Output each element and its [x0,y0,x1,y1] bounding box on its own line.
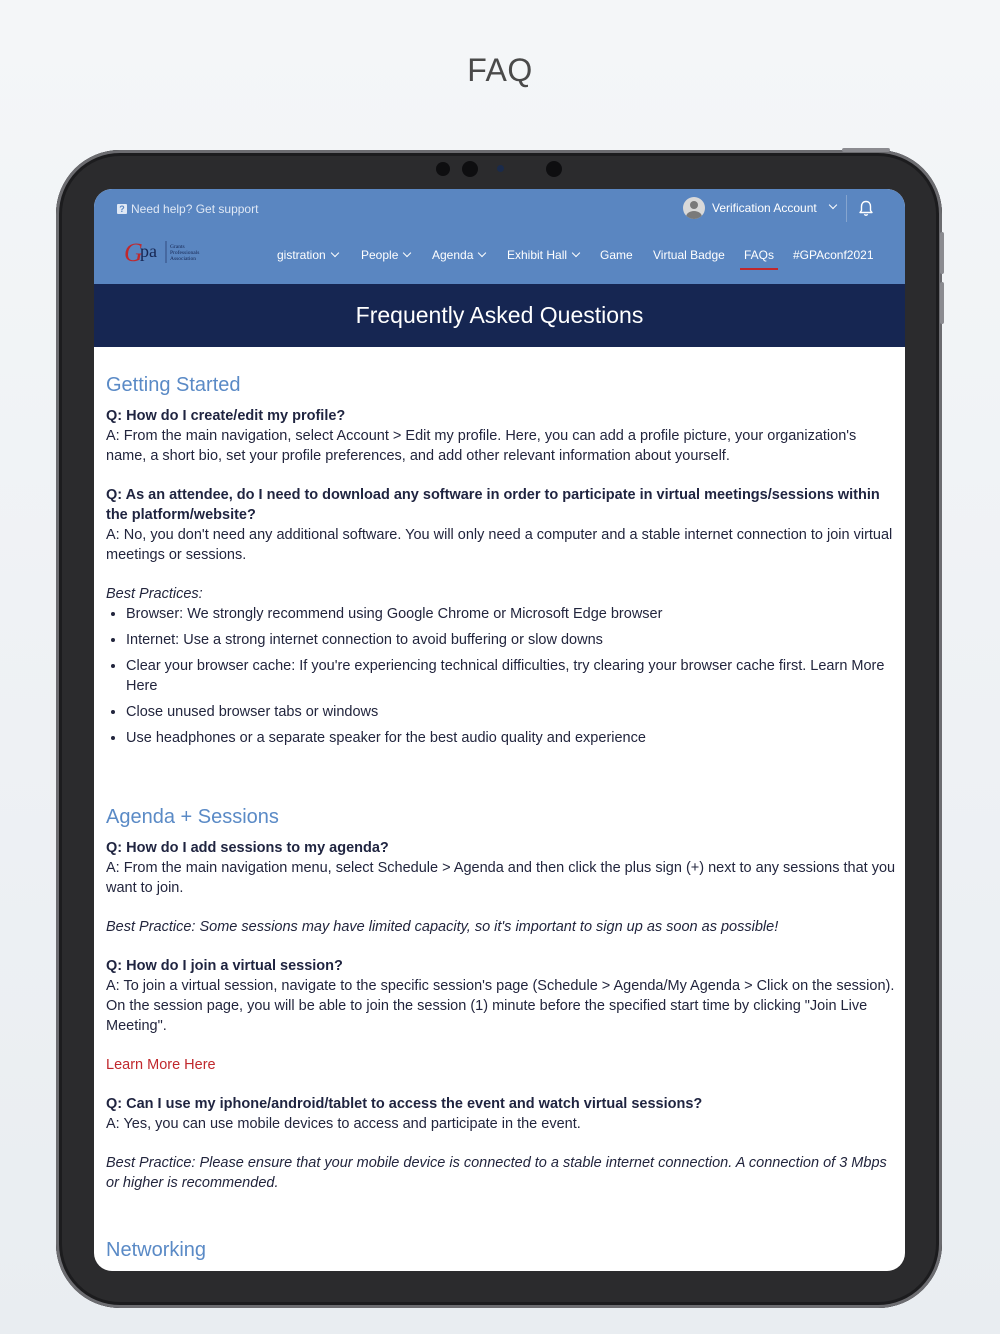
faq-question: Q: Can I use my iphone/android/tablet to access the event and watch virtual sessions? [106,1096,703,1112]
logo-subtext: Association [170,256,196,262]
nav-people[interactable] [361,248,410,262]
page-title: Frequently Asked Questions [94,284,905,347]
chevron-down-icon [478,249,486,257]
logo-subtext: Professionals [170,250,200,256]
nav-registration[interactable] [277,248,338,262]
section-title-getting-started: Getting Started [106,374,241,396]
chevron-down-icon [572,249,580,257]
app-screen [94,189,905,1271]
top-button [842,148,890,152]
nav-label: #GPAconf2021 [793,248,874,262]
faq-answer: A: No, you don't need any additional software. You will only need a computer and a stable internet connection to join virtual meetings or sessions. [106,527,893,563]
nav-exhibit-hall[interactable] [507,248,579,262]
list-item: • Browser: We strongly recommend using Google Chrome or Microsoft Edge browser [126,604,896,624]
nav-label: Agenda [432,248,474,262]
nav-faqs[interactable] [744,248,774,262]
nav-label: People [361,248,399,262]
volume-up-button [940,232,944,274]
chevron-down-icon [828,201,836,209]
help-icon: ? [117,204,127,214]
nav-virtual-badge[interactable] [653,248,725,262]
logo-mark: pa [140,241,157,261]
nav-agenda[interactable] [432,248,485,262]
faq-question: Q: How do I add sessions to my agenda? [106,840,389,856]
logo-subtext: Grants [170,244,185,250]
account-name: Verification Account [712,201,817,215]
faq-question: Q: How do I create/edit my profile? [106,408,346,424]
faq-question: Q: As an attendee, do I need to download any software in order to participate in virtual meetings/sessions within the platform/website? [106,487,880,523]
faq-answer: A: From the main navigation, select Account > Edit my profile. Here, you can add a profile picture, your organization's name, a short bio, set your profile preferences, and add other relevant information about yourself. [106,428,857,464]
list-item: • Clear your browser cache: If you're experiencing technical difficulties, try clearing your browser cache first. Learn More Here [126,656,896,696]
chevron-down-icon [330,249,338,257]
faq-answer: A: From the main navigation menu, select Schedule > Agenda and then click the plus sign (+) next to any sessions that you want to join. [106,860,896,896]
gpa-logo[interactable] [124,237,212,267]
nav-label: FAQs [744,248,775,262]
nav-label: gistration [277,248,326,262]
section-title-agenda: Agenda + Sessions [106,806,279,828]
nav-gpaconf2021[interactable] [793,248,874,262]
volume-down-button [940,282,944,324]
support-link-label: Need help? Get support [131,202,259,216]
best-practices-list [106,604,896,748]
faq-question: Q: How do I join a virtual session? [106,958,343,974]
top-bar [94,189,905,228]
list-item: • Use headphones or a separate speaker for the best audio quality and experience [126,728,896,748]
nav-label: Virtual Badge [653,248,725,262]
main-navigation [94,228,905,284]
avatar [683,197,705,219]
list-item: • Internet: Use a strong internet connection to avoid buffering or slow downs [126,630,896,650]
section-title-networking: Networking [106,1239,207,1261]
camera-lens [546,161,562,177]
divider [846,195,847,222]
learn-more-link[interactable]: Learn More Here [106,1057,216,1073]
nav-label: Game [600,248,633,262]
best-practice-note: Best Practice: Please ensure that your mobile device is connected to a stable internet connection. A connection of 3 Mbps or higher is recommended. [106,1155,887,1191]
logo-mark: G [124,238,143,267]
nav-label: Exhibit Hall [507,248,568,262]
camera-lens [436,162,450,176]
account-menu[interactable] [683,197,836,219]
bell-icon[interactable] [858,200,874,217]
screenshot-caption: FAQ [467,52,533,88]
faq-answer: A: To join a virtual session, navigate to the specific session's page (Schedule > Agenda/My Agenda > Click on the session). On the session page, you will be able to join the session (1) minute before the specified start time by clicking "Join Live Meeting". [106,978,895,1034]
camera-lens [462,161,478,177]
faq-answer: A: Yes, you can use mobile devices to access and participate in the event. [106,1116,581,1132]
chevron-down-icon [403,249,411,257]
support-link[interactable] [117,202,258,216]
nav-game[interactable] [600,248,633,262]
camera-sensor [497,165,504,172]
best-practice-note: Best Practice: Some sessions may have limited capacity, so it's important to sign up as soon as possible! [106,919,779,935]
list-item: • Close unused browser tabs or windows [126,702,896,722]
best-practices-label: Best Practices: [106,586,203,602]
faq-content [106,347,896,1263]
